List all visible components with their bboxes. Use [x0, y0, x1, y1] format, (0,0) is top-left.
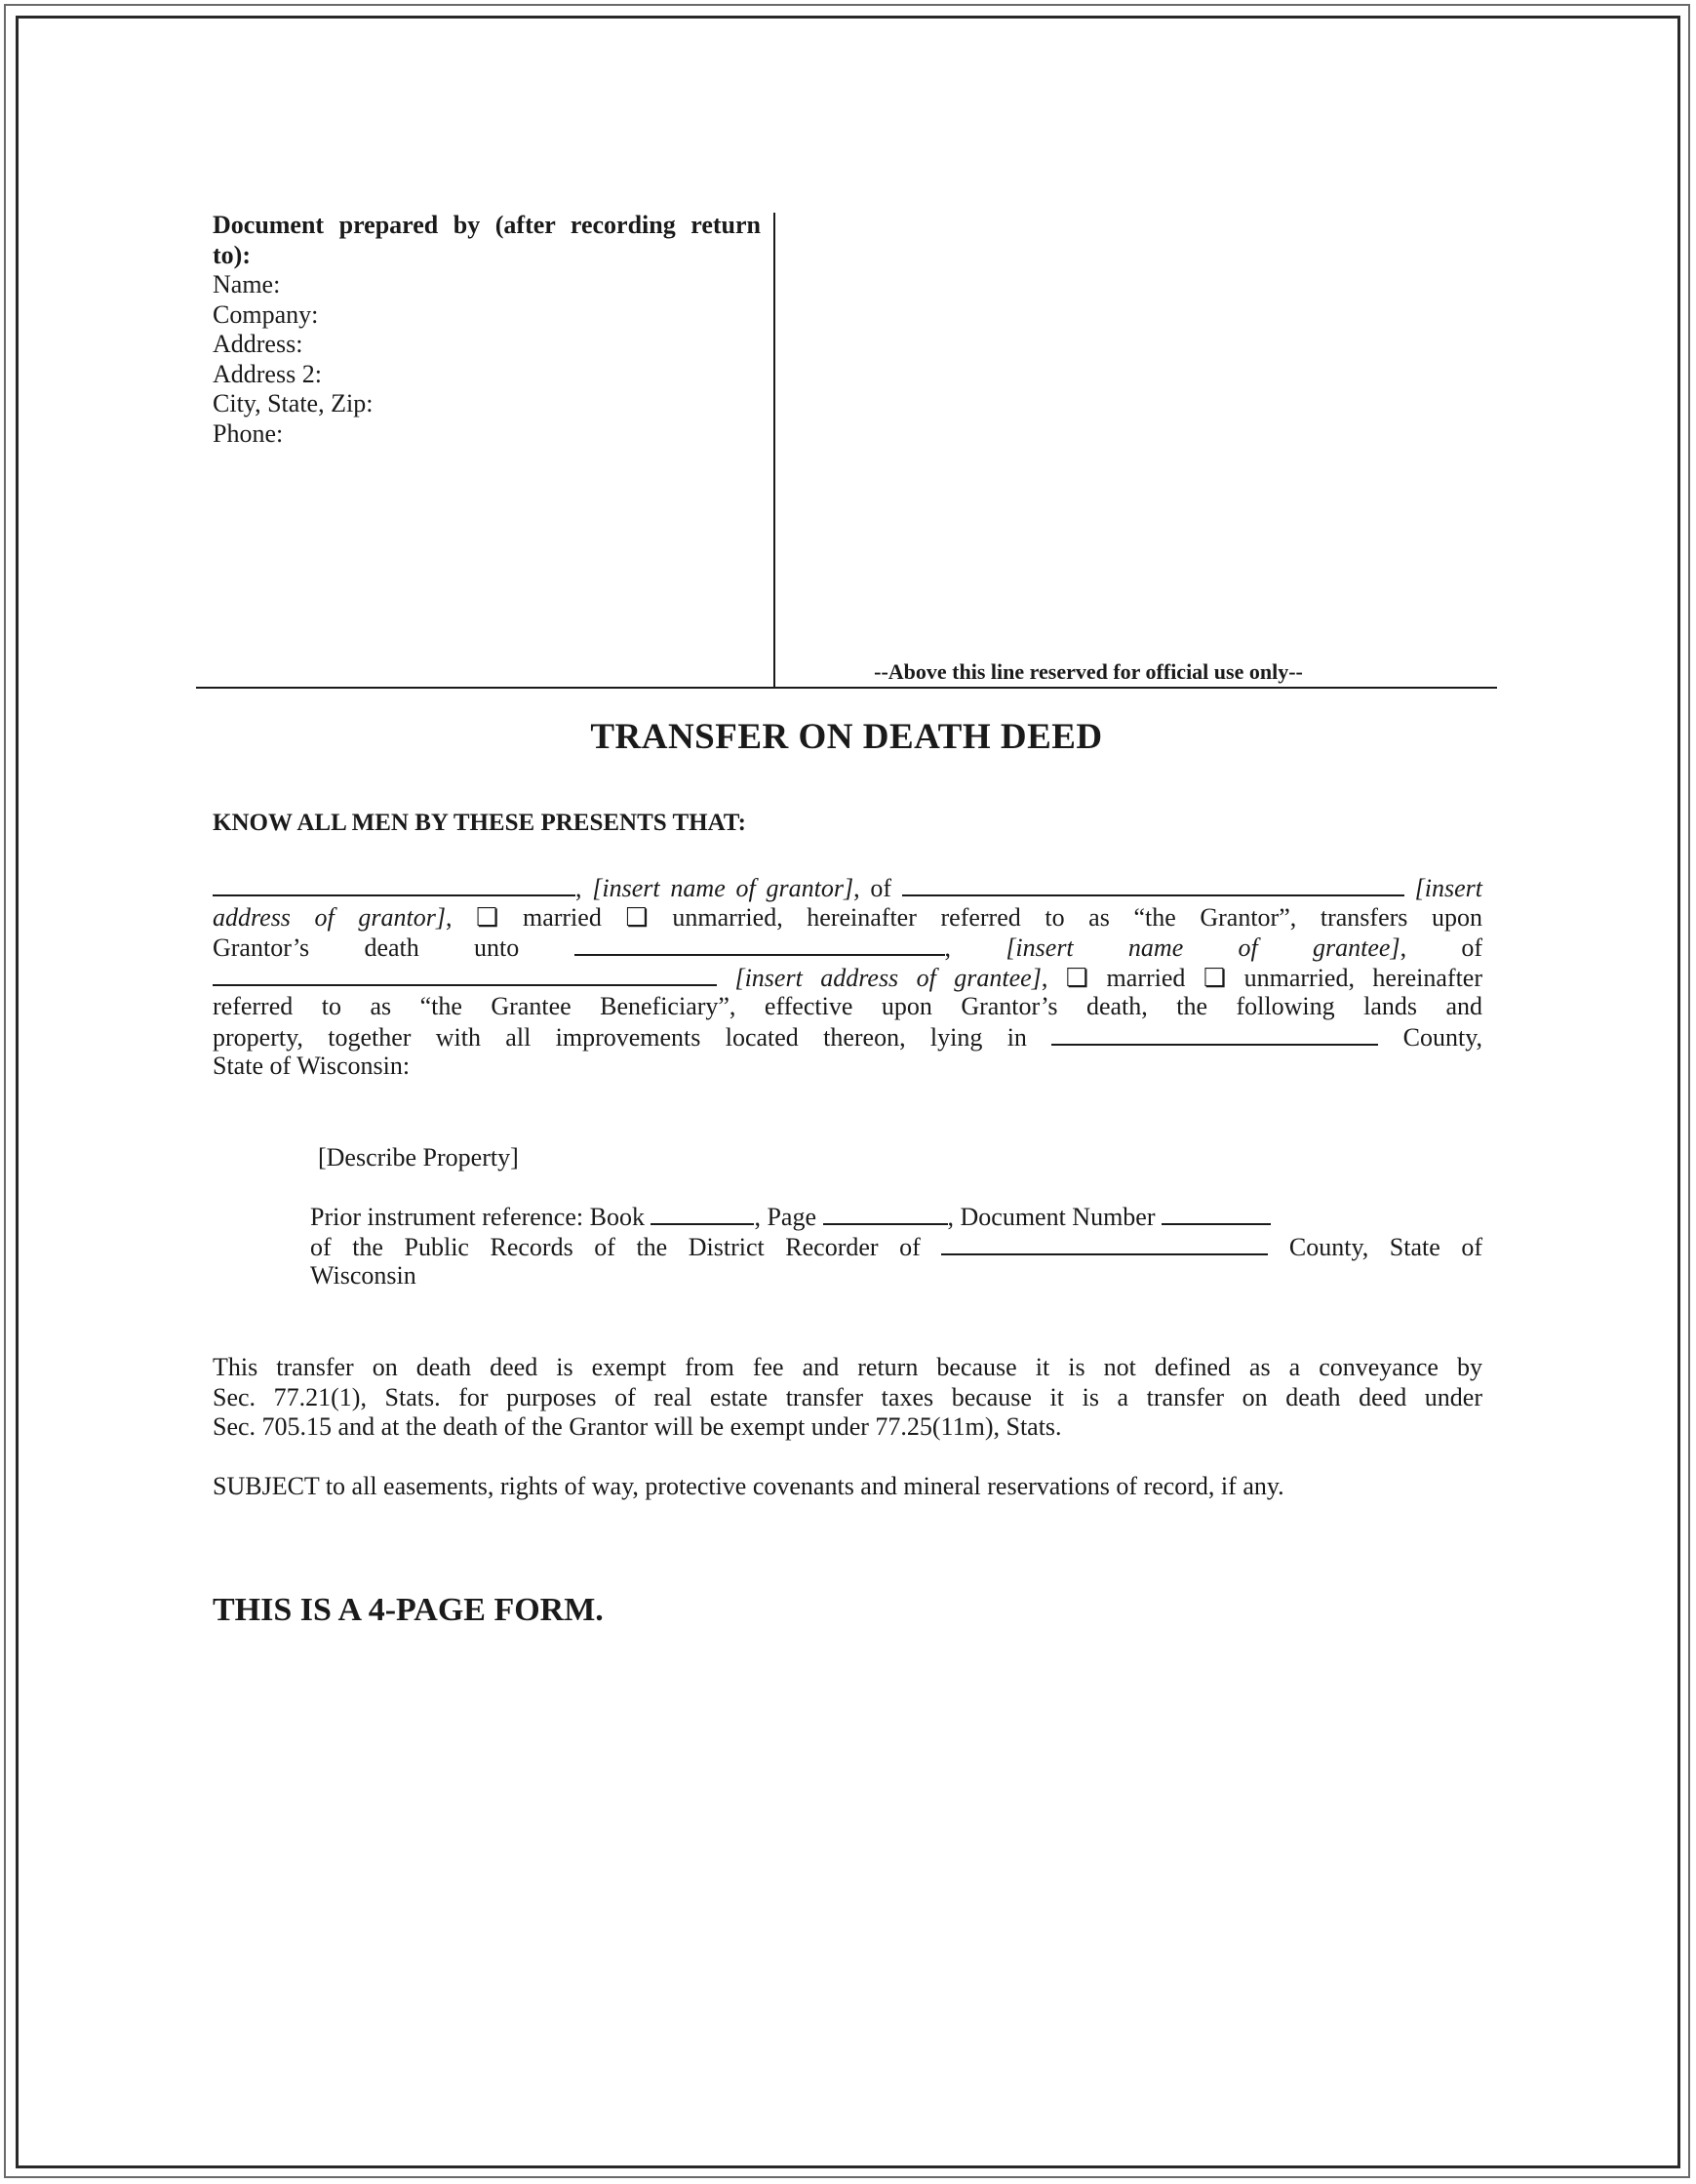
grantee-name-blank	[574, 933, 945, 956]
recorder-county-blank	[941, 1232, 1268, 1255]
page-title: TRANSFER ON DEATH DEED	[590, 717, 1103, 757]
field-company: Company:	[213, 299, 319, 329]
field-name: Name:	[213, 270, 281, 298]
prior-line-3: Wisconsin	[310, 1261, 416, 1290]
prior-line-1: Prior instrument reference: Book , Page , Document Number	[310, 1202, 1482, 1232]
know-all-heading: KNOW ALL MEN BY THESE PRESENTS THAT:	[213, 810, 746, 836]
describe-property: [Describe Property]	[318, 1143, 519, 1171]
grantor-name-blank	[213, 873, 575, 896]
intro-line-5: referred to as “the Grantee Beneficiary”, effective upon Grantor’s death, the following lands and	[213, 992, 1482, 1020]
intro-line-6: property, together with all improvements located thereon, lying in County,	[213, 1022, 1483, 1052]
four-page-notice: THIS IS A 4-PAGE FORM.	[213, 1592, 604, 1628]
field-city-state-zip: City, State, Zip:	[213, 389, 374, 417]
field-address-2: Address 2:	[213, 359, 322, 388]
book-blank	[651, 1202, 754, 1225]
prepared-by-heading: Document prepared by (after recording return to):	[213, 211, 761, 269]
intro-line-4: [insert address of grantee], ❏ married ❏ unmarried, hereinafter	[213, 963, 1482, 993]
grantor-address-blank	[902, 873, 1404, 896]
exempt-line-1: This transfer on death deed is exempt from fee and return because it is not defined as a conveyance by	[213, 1353, 1482, 1381]
grantor-paragraph	[213, 873, 1482, 1082]
exempt-line-3: Sec. 705.15 and at the death of the Grantor will be exempt under 77.25(11m), Stats.	[213, 1412, 1062, 1441]
field-address: Address:	[213, 330, 303, 358]
reserved-note: --Above this line reserved for official use only--	[874, 659, 1303, 684]
intro-line-2: address of grantor], ❏ married ❏ unmarried, hereinafter referred to as “the Grantor”, transfers upon	[213, 902, 1482, 932]
subject-paragraph: SUBJECT to all easements, rights of way, protective covenants and mineral reservations of record, if any.	[213, 1472, 1284, 1500]
county-blank	[1051, 1022, 1378, 1046]
exempt-line-2: Sec. 77.21(1), Stats. for purposes of real estate transfer taxes because it is a transfer on death deed under	[213, 1382, 1482, 1411]
grantee-address-blank	[213, 963, 717, 986]
prior-instrument-block	[310, 1202, 1482, 1291]
preparer-block	[213, 211, 761, 449]
document-number-blank	[1162, 1202, 1271, 1225]
header-divider-vertical	[773, 213, 775, 688]
header-divider-horizontal	[196, 687, 1497, 689]
exemption-paragraph	[213, 1353, 1482, 1443]
page-blank	[823, 1202, 948, 1225]
prior-line-2: of the Public Records of the District Recorder of County, State of	[310, 1232, 1482, 1261]
field-phone: Phone:	[213, 418, 284, 448]
intro-line-7: State of Wisconsin:	[213, 1052, 411, 1080]
intro-line-3: Grantor’s death unto , [insert name of grantee], of	[213, 933, 1482, 962]
intro-line-1: , [insert name of grantor], of [insert	[213, 873, 1482, 903]
